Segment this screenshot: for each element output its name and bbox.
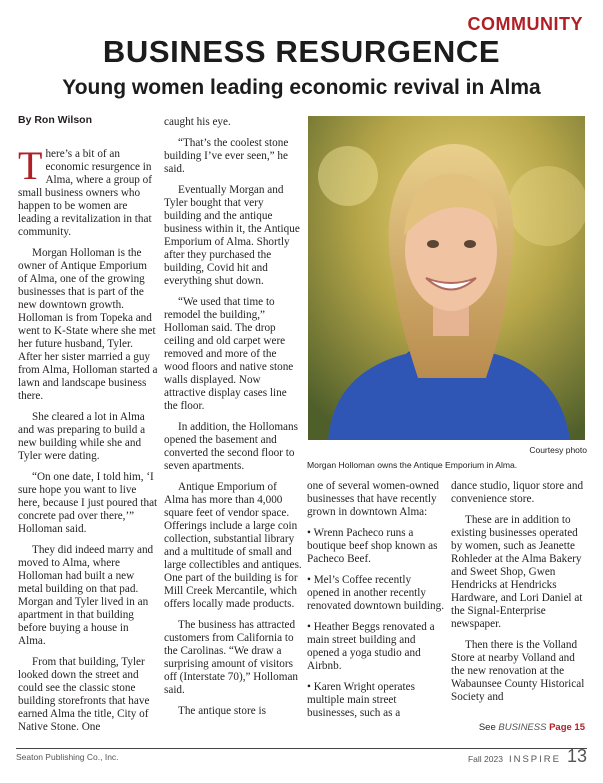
paragraph: Then there is the Volland Store at nearby Volland and the new renovation at the Wabaunsee County Historical Society and — [451, 639, 585, 703]
paragraph: Eventually Morgan and Tyler bought that very building and the antique business within it, the Antique Emporium of Alma. Shortly after they purchased the building, Covid hit and everything shut down. — [164, 184, 300, 287]
photo-caption: Morgan Holloman owns the Antique Emporium in Alma. — [307, 460, 518, 470]
paragraph: Antique Emporium of Alma has more than 4,000 square feet of vendor space. Offerings include a large coin collection, substantial library and a multitude of small and large collectibles and antiques. One part of the building is for Mill Creek Mercantile, which offers locally made products. — [164, 481, 302, 610]
paragraph: They did indeed marry and moved to Alma, where Holloman had built a new metal building on that pad. Morgan and Tyler lived in an apartment in that building before buying a house in Alma. — [18, 544, 154, 647]
paragraph: In addition, the Hollomans opened the basement and converted the second floor to seven apartments. — [164, 421, 298, 472]
paragraph: From that building, Tyler looked down the street and could see the classic stone building storefronts that have earned Alma the title, City of Native Stone. One — [18, 656, 150, 733]
bullet-item: • Heather Beggs renovated a main street building and opened a yoga studio and Airbnb. — [307, 621, 435, 672]
bullet-item: • Karen Wright operates multiple main street businesses, such as a — [307, 681, 415, 719]
issue-date: Fall 2023 — [467, 754, 503, 764]
article-column-2 — [164, 116, 302, 726]
continued-jump-line — [479, 722, 585, 733]
subheadline: Young women leading economic revival in Alma — [62, 76, 541, 99]
paragraph: She cleared a lot in Alma and was preparing to build a new building while she and Tyler were dating. — [18, 411, 146, 462]
paragraph: “That’s the coolest stone building I’ve ever seen,” he said. — [164, 137, 289, 175]
article-column-3 — [307, 480, 445, 728]
article-column-1 — [18, 143, 158, 742]
jump-page: Page 15 — [549, 722, 585, 733]
paragraph: caught his eye. — [164, 116, 231, 128]
paragraph — [18, 143, 158, 239]
paragraph: “We used that time to remodel the building,” Holloman said. The drop ceiling and old carpet were removed and more of the wood floors and native stone walls displayed. Now attractive display cases line the floor. — [164, 296, 294, 412]
bullet-item: • Mel’s Coffee recently opened in another recently renovated downtown building. — [307, 574, 445, 612]
bullet-item: • Wrenn Pacheco runs a boutique beef shop known as Pacheco Beef. — [307, 527, 438, 565]
portrait-photo — [308, 116, 585, 440]
photo-credit: Courtesy photo — [529, 445, 587, 455]
article-column-4 — [451, 480, 589, 712]
section-label: COMMUNITY — [467, 14, 583, 34]
jump-see: See — [478, 722, 496, 733]
portrait-illustration — [308, 116, 585, 440]
paragraph: one of several women-owned businesses that have recently grown in downtown Alma: — [307, 480, 440, 518]
paragraph-text: here’s a bit of an economic resurgence in Alma, where a group of small business owners who happen to be women are leading a revitalization in that community. — [18, 148, 152, 238]
jump-keyword: BUSINESS — [498, 722, 547, 733]
paragraph: These are in addition to existing businesses operated by women, such as Jeanette Rohleder at the Alma Bakery and Sweet Shop, Gwen Hendricks at Hendricks Hardware, and Lori Daniel at the Signal-Enterprise newspaper. — [451, 514, 583, 630]
magazine-name: INSPIRE — [508, 754, 561, 765]
paragraph: Morgan Holloman is the owner of Antique Emporium of Alma, one of the growing businesses that is part of the new downtown growth. Holloman is from Topeka and went to K-State where she met her future husband, Tyler. After her sister married a guy from Alma, Holloman started a lawn and landscape business there. — [18, 247, 158, 402]
publisher-name: Seaton Publishing Co., Inc. — [16, 752, 119, 762]
paragraph: The antique store is — [178, 705, 266, 717]
paragraph: The business has attracted customers from California to the Carolinas. “We draw a surprising amount of visitors off (Interstate 70),” Holloman said. — [164, 619, 298, 696]
drop-cap: T — [18, 143, 43, 188]
headline: BUSINESS RESURGENCE — [102, 34, 501, 69]
paragraph: “On one date, I told him, ‘I sure hope you want to live here, because I just poured that concrete pad over there,’” Holloman said. — [18, 471, 158, 535]
page-number: 13 — [566, 746, 587, 766]
footer-folio — [468, 746, 587, 767]
byline: By Ron Wilson — [18, 114, 92, 126]
paragraph: dance studio, liquor store and convenience store. — [451, 480, 584, 505]
